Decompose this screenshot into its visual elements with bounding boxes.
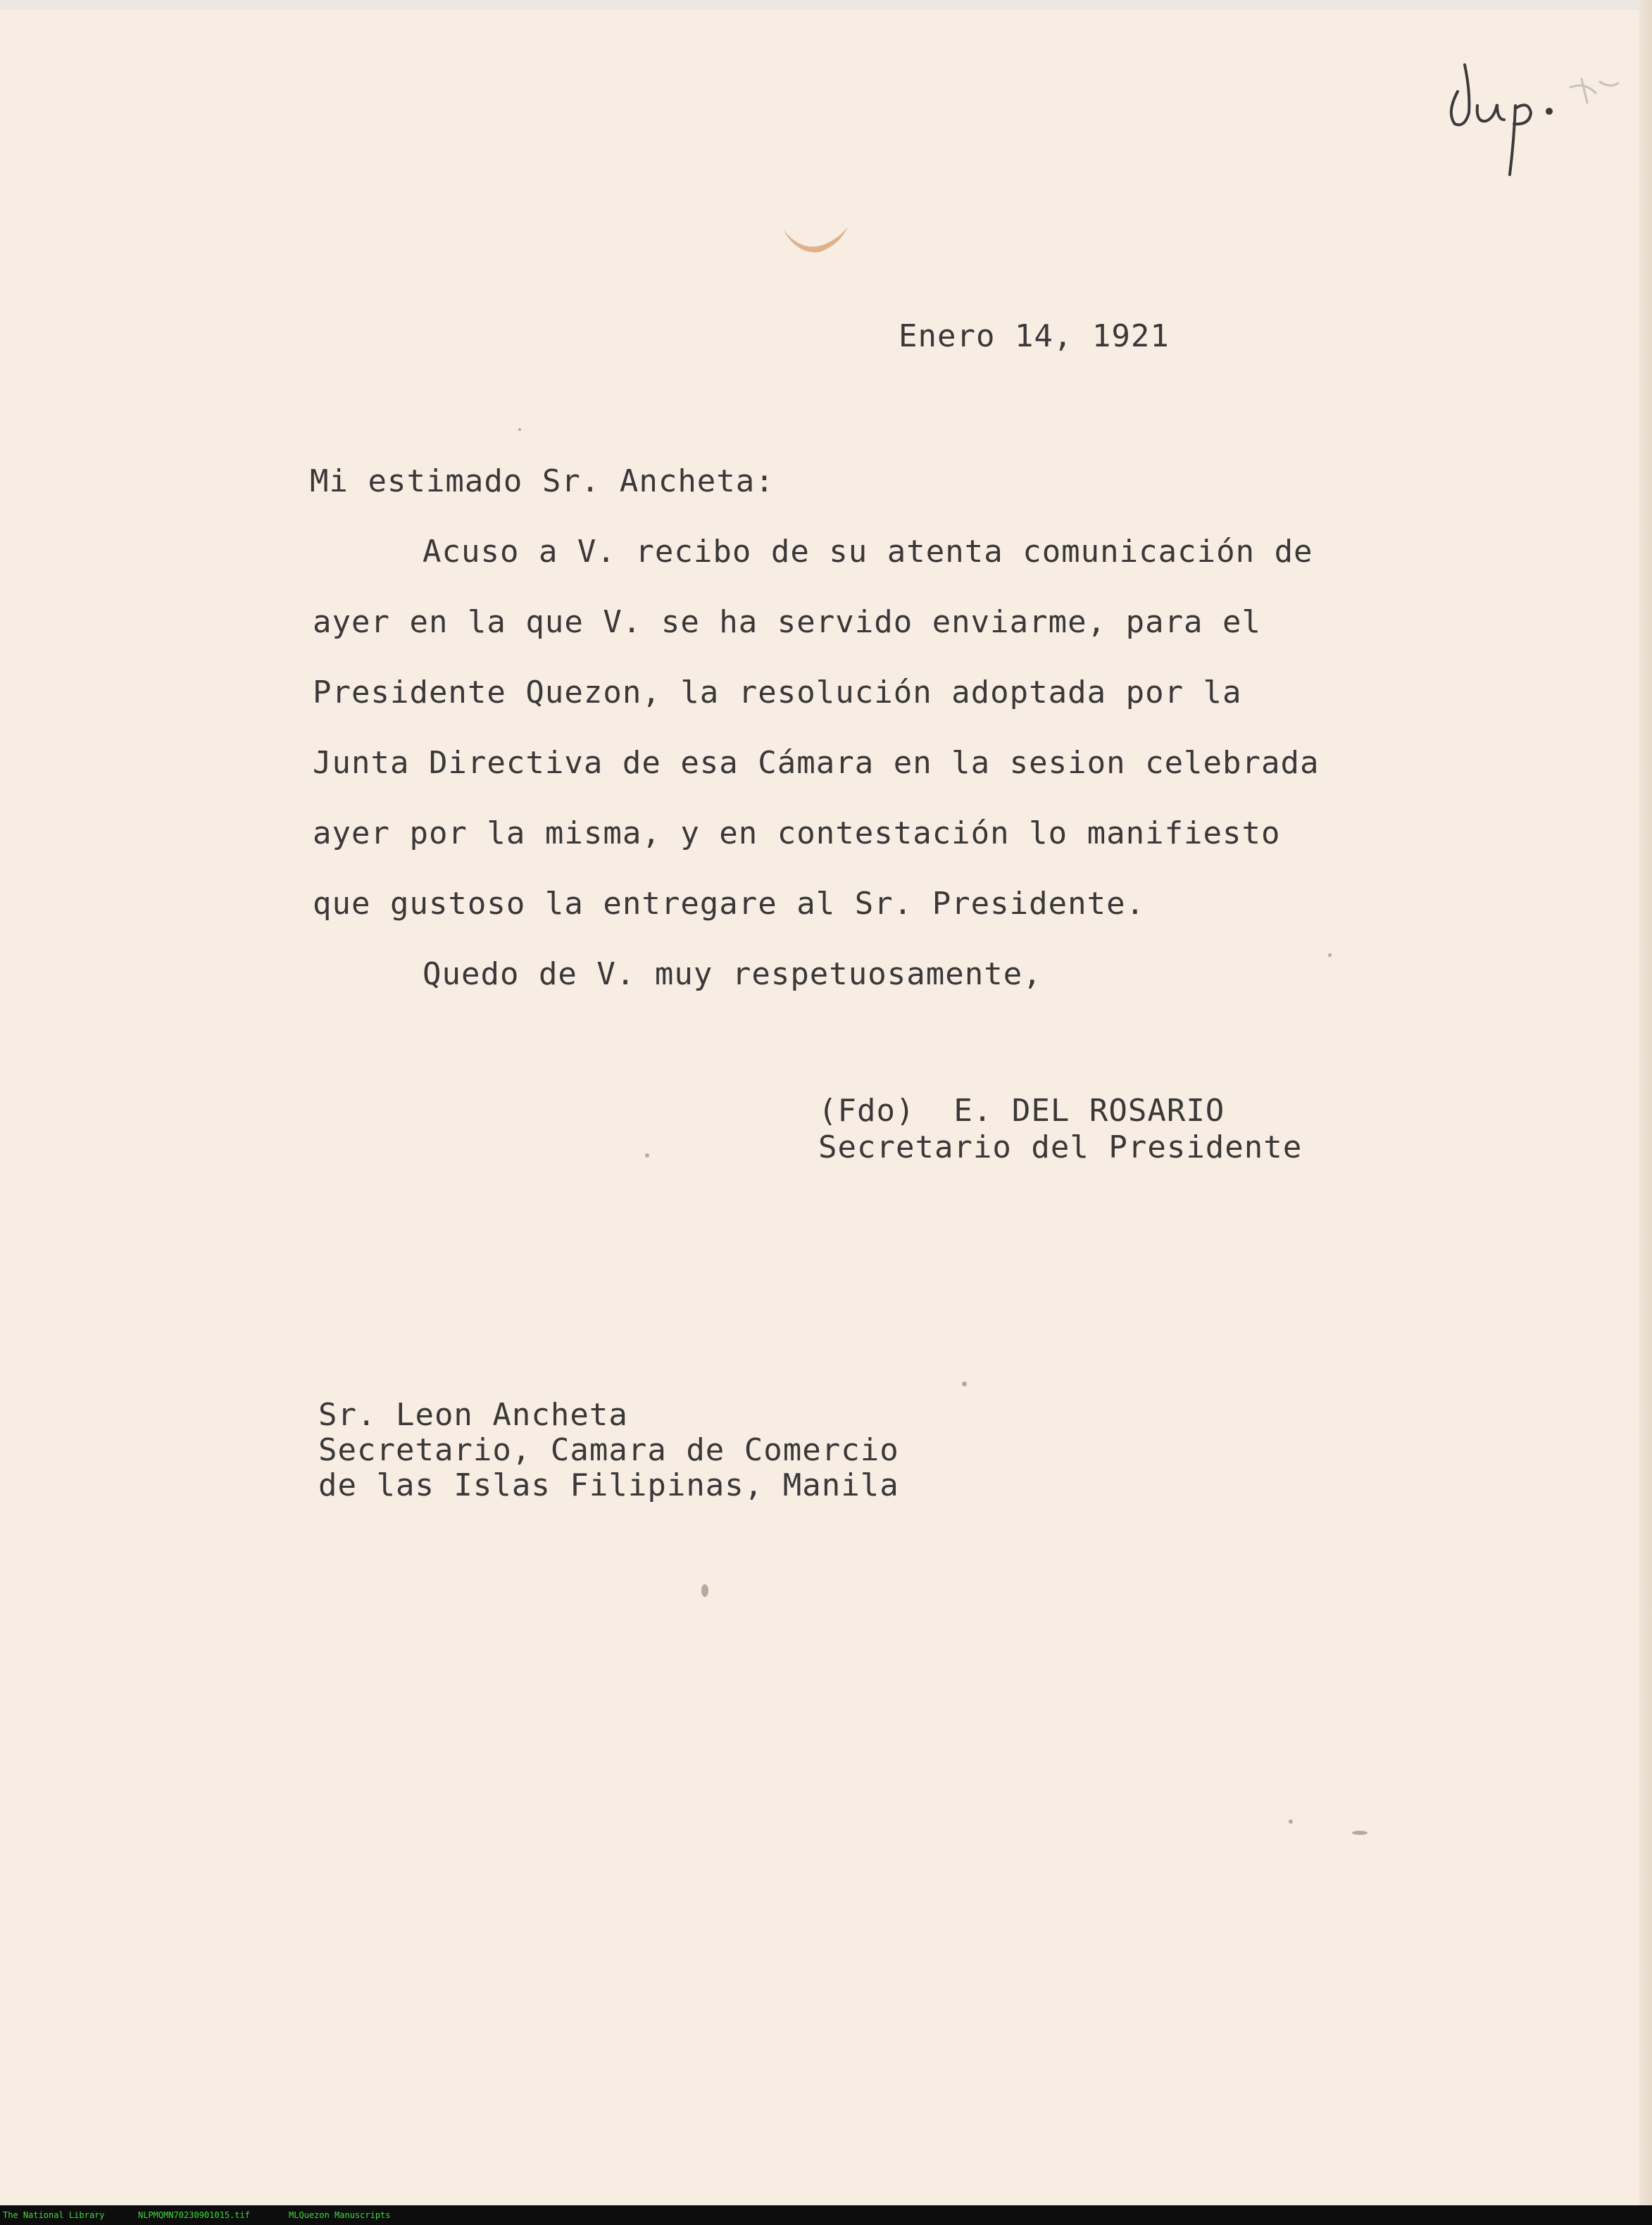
body-line: ayer por la misma, y en contestación lo manifiesto bbox=[313, 815, 1281, 851]
signature-name: (Fdo) E. DEL ROSARIO bbox=[818, 1093, 1225, 1129]
body-line: ayer en la que V. se ha servido enviarme, para el bbox=[313, 604, 1262, 640]
addressee-location: de las Islas Filipinas, Manila bbox=[318, 1467, 899, 1503]
addressee-name: Sr. Leon Ancheta bbox=[318, 1397, 628, 1433]
body-line: Junta Directiva de esa Cámara en la sesion celebrada bbox=[313, 745, 1320, 781]
signature-title: Secretario del Presidente bbox=[818, 1129, 1303, 1165]
paper-speck bbox=[1289, 1819, 1293, 1824]
footer-file: NLPMQMN70230901015.tif bbox=[138, 2210, 250, 2220]
letter-date: Enero 14, 1921 bbox=[899, 318, 1170, 354]
handwritten-dup-annotation bbox=[1437, 63, 1634, 190]
footer-source: The National Library bbox=[3, 2210, 105, 2220]
paper-speck bbox=[1328, 953, 1332, 957]
paper-speck bbox=[1352, 1831, 1368, 1835]
salutation: Mi estimado Sr. Ancheta: bbox=[310, 463, 775, 499]
body-line: que gustoso la entregare al Sr. Presidente. bbox=[313, 886, 1146, 922]
paper-speck bbox=[701, 1584, 708, 1597]
closing-line: Quedo de V. muy respetuosamente, bbox=[423, 956, 1042, 992]
paper-stain-mark bbox=[780, 224, 851, 259]
paper-speck bbox=[962, 1381, 967, 1386]
paper-speck bbox=[518, 428, 521, 431]
archive-footer-bar bbox=[0, 2205, 1652, 2225]
paper-speck bbox=[645, 1153, 649, 1158]
body-line: Acuso a V. recibo de su atenta comunicación de bbox=[423, 534, 1313, 570]
paper-top-edge bbox=[0, 0, 1652, 10]
body-line: Presidente Quezon, la resolución adoptada por la bbox=[313, 675, 1242, 710]
addressee-title: Secretario, Camara de Comercio bbox=[318, 1432, 899, 1468]
paper-right-edge bbox=[1639, 0, 1652, 2205]
footer-collection: MLQuezon Manuscripts bbox=[289, 2210, 391, 2220]
